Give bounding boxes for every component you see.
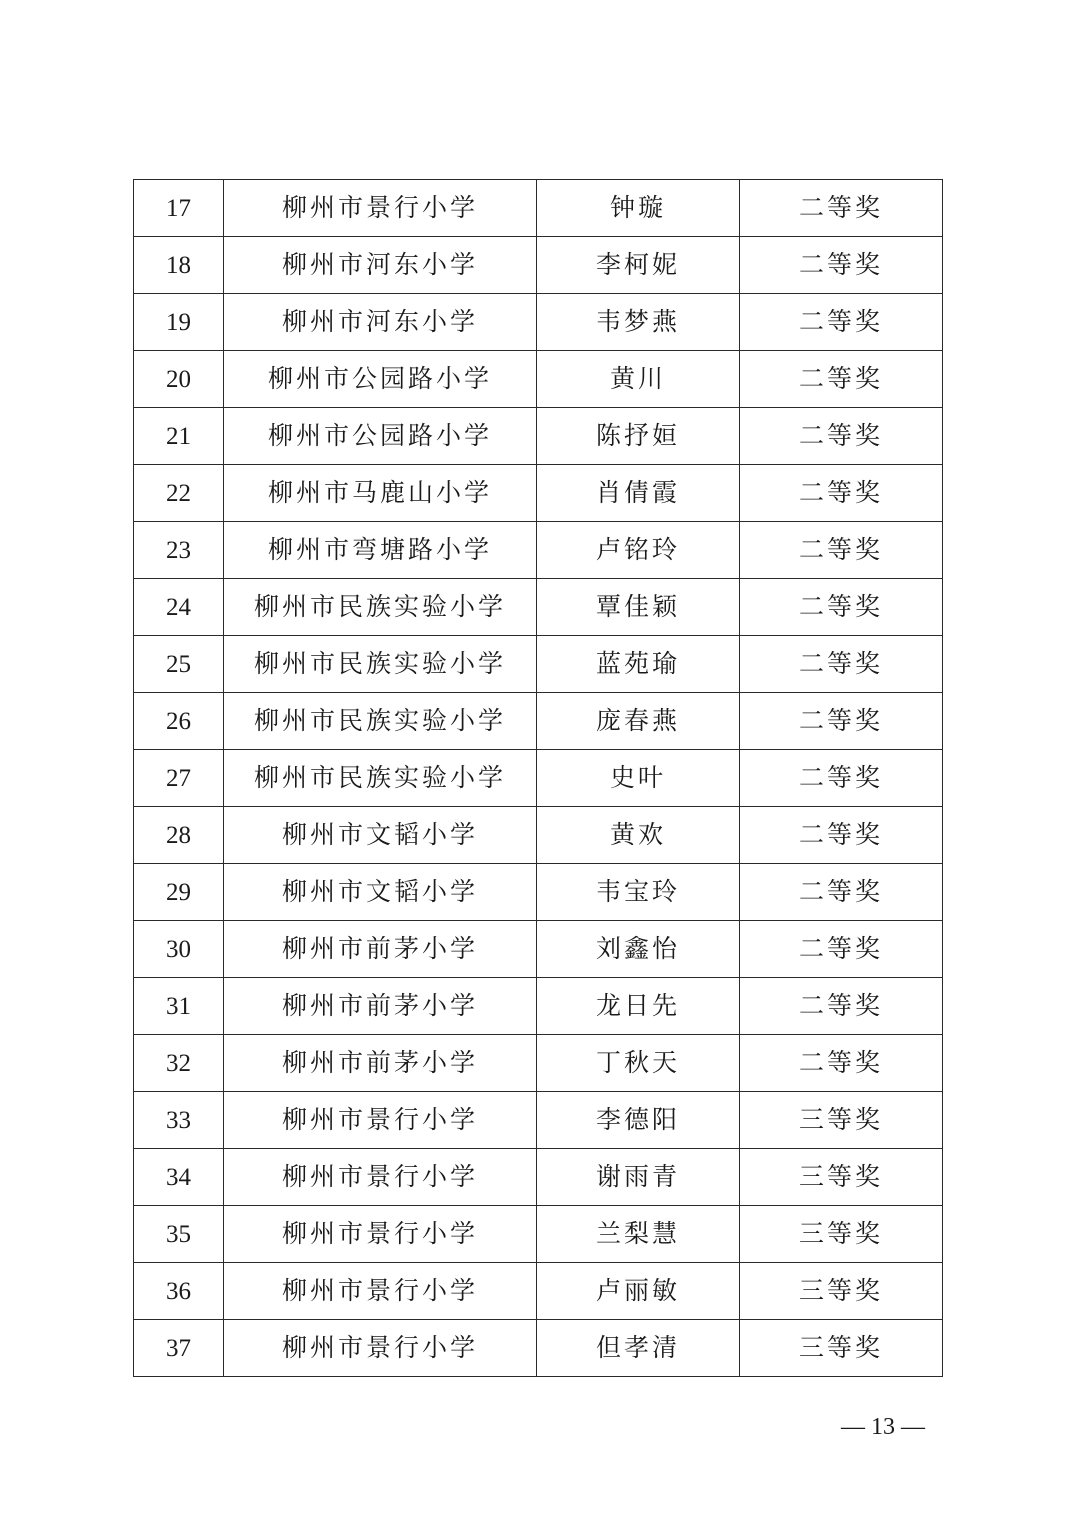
award-level-cell: 二等奖 xyxy=(740,408,943,465)
table-row xyxy=(134,351,943,408)
award-level-cell: 二等奖 xyxy=(740,864,943,921)
school-cell: 柳州市景行小学 xyxy=(224,1206,537,1263)
school-cell: 柳州市景行小学 xyxy=(224,1263,537,1320)
row-number-cell: 22 xyxy=(134,465,224,522)
award-level-cell: 二等奖 xyxy=(740,636,943,693)
table-row xyxy=(134,807,943,864)
student-name-cell: 但孝清 xyxy=(537,1320,740,1377)
school-cell: 柳州市公园路小学 xyxy=(224,408,537,465)
school-cell: 柳州市河东小学 xyxy=(224,237,537,294)
award-list-table xyxy=(133,179,943,1377)
row-number-cell: 28 xyxy=(134,807,224,864)
row-number-cell: 19 xyxy=(134,294,224,351)
table-row xyxy=(134,978,943,1035)
award-level-cell: 二等奖 xyxy=(740,693,943,750)
table-row xyxy=(134,1035,943,1092)
row-number-cell: 23 xyxy=(134,522,224,579)
award-level-cell: 二等奖 xyxy=(740,579,943,636)
school-cell: 柳州市民族实验小学 xyxy=(224,750,537,807)
table-row xyxy=(134,237,943,294)
student-name-cell: 卢丽敏 xyxy=(537,1263,740,1320)
school-cell: 柳州市民族实验小学 xyxy=(224,636,537,693)
table-row xyxy=(134,1263,943,1320)
student-name-cell: 肖倩霞 xyxy=(537,465,740,522)
row-number-cell: 30 xyxy=(134,921,224,978)
student-name-cell: 李德阳 xyxy=(537,1092,740,1149)
student-name-cell: 卢铭玲 xyxy=(537,522,740,579)
school-cell: 柳州市景行小学 xyxy=(224,1320,537,1377)
award-level-cell: 二等奖 xyxy=(740,180,943,237)
school-cell: 柳州市河东小学 xyxy=(224,294,537,351)
table-row xyxy=(134,1149,943,1206)
award-level-cell: 二等奖 xyxy=(740,807,943,864)
student-name-cell: 韦梦燕 xyxy=(537,294,740,351)
row-number-cell: 36 xyxy=(134,1263,224,1320)
school-cell: 柳州市前茅小学 xyxy=(224,1035,537,1092)
row-number-cell: 27 xyxy=(134,750,224,807)
award-list-body xyxy=(134,180,943,1377)
student-name-cell: 庞春燕 xyxy=(537,693,740,750)
table-row xyxy=(134,1092,943,1149)
table-row xyxy=(134,693,943,750)
student-name-cell: 陈抒姮 xyxy=(537,408,740,465)
student-name-cell: 兰梨慧 xyxy=(537,1206,740,1263)
row-number-cell: 32 xyxy=(134,1035,224,1092)
award-level-cell: 三等奖 xyxy=(740,1149,943,1206)
row-number-cell: 35 xyxy=(134,1206,224,1263)
table-row xyxy=(134,408,943,465)
row-number-cell: 37 xyxy=(134,1320,224,1377)
award-level-cell: 三等奖 xyxy=(740,1263,943,1320)
award-level-cell: 二等奖 xyxy=(740,465,943,522)
row-number-cell: 31 xyxy=(134,978,224,1035)
student-name-cell: 刘鑫怡 xyxy=(537,921,740,978)
award-level-cell: 二等奖 xyxy=(740,351,943,408)
row-number-cell: 21 xyxy=(134,408,224,465)
student-name-cell: 丁秋天 xyxy=(537,1035,740,1092)
student-name-cell: 黄欢 xyxy=(537,807,740,864)
school-cell: 柳州市弯塘路小学 xyxy=(224,522,537,579)
page-number: — 13 — xyxy=(841,1414,925,1440)
school-cell: 柳州市文韬小学 xyxy=(224,807,537,864)
table-row xyxy=(134,636,943,693)
row-number-cell: 29 xyxy=(134,864,224,921)
award-level-cell: 二等奖 xyxy=(740,237,943,294)
award-level-cell: 二等奖 xyxy=(740,1035,943,1092)
table-row xyxy=(134,294,943,351)
school-cell: 柳州市前茅小学 xyxy=(224,921,537,978)
table-row xyxy=(134,579,943,636)
school-cell: 柳州市景行小学 xyxy=(224,1149,537,1206)
table-row xyxy=(134,465,943,522)
award-level-cell: 二等奖 xyxy=(740,522,943,579)
row-number-cell: 25 xyxy=(134,636,224,693)
school-cell: 柳州市民族实验小学 xyxy=(224,693,537,750)
row-number-cell: 17 xyxy=(134,180,224,237)
student-name-cell: 蓝苑瑜 xyxy=(537,636,740,693)
award-level-cell: 二等奖 xyxy=(740,921,943,978)
award-level-cell: 二等奖 xyxy=(740,294,943,351)
table-row xyxy=(134,1320,943,1377)
award-level-cell: 二等奖 xyxy=(740,750,943,807)
award-level-cell: 三等奖 xyxy=(740,1320,943,1377)
student-name-cell: 龙日先 xyxy=(537,978,740,1035)
row-number-cell: 18 xyxy=(134,237,224,294)
table-row xyxy=(134,1206,943,1263)
student-name-cell: 覃佳颖 xyxy=(537,579,740,636)
award-level-cell: 三等奖 xyxy=(740,1092,943,1149)
table-row xyxy=(134,921,943,978)
table-row xyxy=(134,180,943,237)
row-number-cell: 26 xyxy=(134,693,224,750)
table-row xyxy=(134,750,943,807)
student-name-cell: 谢雨青 xyxy=(537,1149,740,1206)
student-name-cell: 李柯妮 xyxy=(537,237,740,294)
table-row xyxy=(134,864,943,921)
student-name-cell: 韦宝玲 xyxy=(537,864,740,921)
school-cell: 柳州市前茅小学 xyxy=(224,978,537,1035)
student-name-cell: 钟璇 xyxy=(537,180,740,237)
student-name-cell: 黄川 xyxy=(537,351,740,408)
school-cell: 柳州市民族实验小学 xyxy=(224,579,537,636)
student-name-cell: 史叶 xyxy=(537,750,740,807)
award-level-cell: 三等奖 xyxy=(740,1206,943,1263)
row-number-cell: 20 xyxy=(134,351,224,408)
row-number-cell: 34 xyxy=(134,1149,224,1206)
school-cell: 柳州市公园路小学 xyxy=(224,351,537,408)
school-cell: 柳州市景行小学 xyxy=(224,180,537,237)
row-number-cell: 33 xyxy=(134,1092,224,1149)
award-level-cell: 二等奖 xyxy=(740,978,943,1035)
school-cell: 柳州市马鹿山小学 xyxy=(224,465,537,522)
row-number-cell: 24 xyxy=(134,579,224,636)
school-cell: 柳州市文韬小学 xyxy=(224,864,537,921)
school-cell: 柳州市景行小学 xyxy=(224,1092,537,1149)
table-row xyxy=(134,522,943,579)
